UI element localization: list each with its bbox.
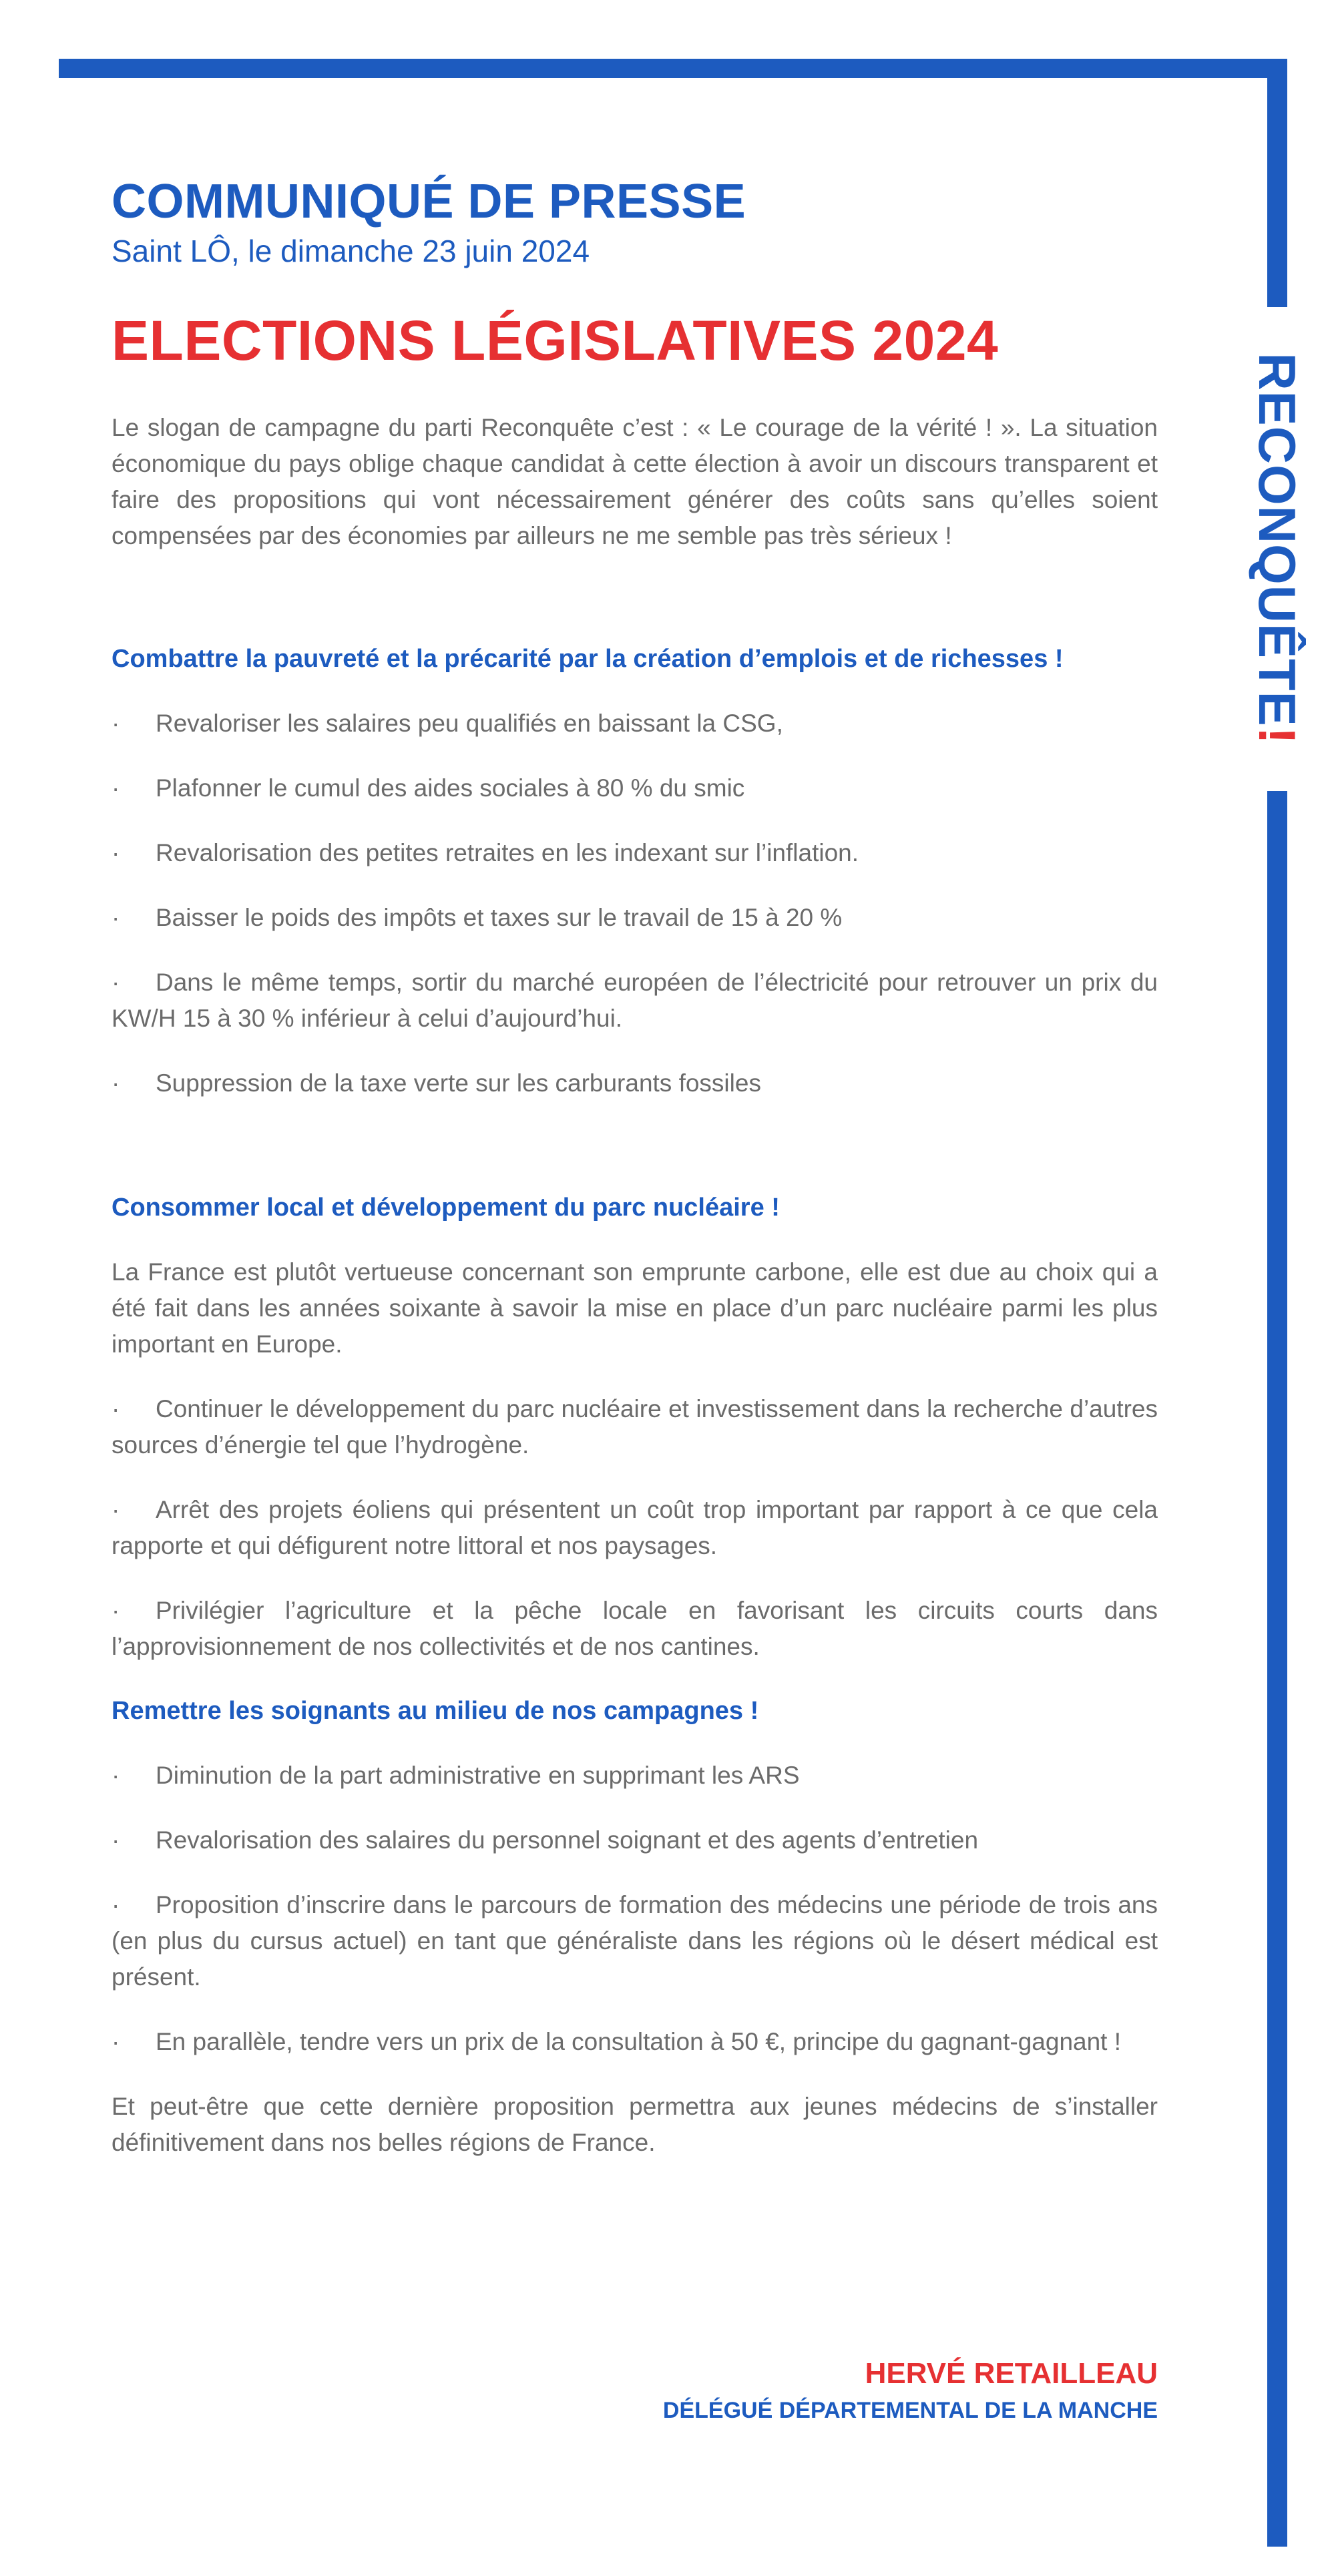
list-item: · Suppression de la taxe verte sur les carburants fossiles (112, 1065, 1158, 1101)
list-item: · Privilégier l’agriculture et la pêche locale en favorisant les circuits courts dans l’approvisionnement de nos collectivités et de nos cantines. (112, 1593, 1158, 1665)
bullet: · (112, 1762, 120, 1790)
frame-top-bar (59, 59, 1287, 78)
bullet: · (112, 1826, 120, 1854)
list-item: · Proposition d’inscrire dans le parcours de formation des médecins une période de trois ans (en plus du cursus actuel) en tant que généraliste dans les régions où le désert médical est présent. (112, 1887, 1158, 1995)
signature-block (663, 2356, 1158, 2424)
bullet: · (112, 774, 120, 802)
list-item: · En parallèle, tendre vers un prix de la consultation à 50 €, principe du gagnant-gagnant ! (112, 2024, 1158, 2060)
bullet: · (112, 1891, 120, 1919)
bullet: · (112, 2028, 120, 2056)
healthcare-list (112, 1758, 1158, 2060)
nuclear-paragraph: La France est plutôt vertueuse concernant son emprunte carbone, elle est due au choix qui a été fait dans les années soixante à savoir la mise en place d’un parc nucléaire parmi les plus important en Europe. (112, 1258, 1158, 1358)
section-title-poverty: Combattre la pauvreté et la précarité par la création d’emplois et de richesses ! (112, 645, 1064, 674)
frame-right-bar-lower (1267, 791, 1287, 2547)
section-title-nuclear: Consommer local et développement du parc nucléaire ! (112, 1194, 780, 1222)
closing-paragraph: Et peut-être que cette dernière proposition permettra aux jeunes médecins de s’installer définitivement dans nos belles régions de France. (112, 2093, 1158, 2157)
list-item: · Diminution de la part administrative en supprimant les ARS (112, 1758, 1158, 1794)
frame-right-bar-upper (1267, 59, 1287, 307)
list-item: · Arrêt des projets éoliens qui présentent un coût trop important par rapport à ce que cela rapporte et qui défigurent notre littoral et nos paysages. (112, 1492, 1158, 1564)
bullet: · (112, 710, 120, 738)
logo-word: RECONQUÊTE (1248, 352, 1307, 727)
press-release-body (112, 177, 1158, 2161)
list-item: · Revalorisation des petites retraites en les indexant sur l’inflation. (112, 835, 1158, 871)
section-title-healthcare: Remettre les soignants au milieu de nos campagnes ! (112, 1697, 759, 1726)
list-item: · Dans le même temps, sortir du marché européen de l’électricité pour retrouver un prix du KW/H 15 à 30 % inférieur à celui d’aujourd’hui. (112, 965, 1158, 1037)
list-item: · Revaloriser les salaires peu qualifiés en baissant la CSG, (112, 706, 1158, 742)
logo-exclamation: ! (1248, 726, 1307, 745)
signatory-name: HERVÉ RETAILLEAU (865, 2357, 1158, 2390)
list-item: · Revalorisation des salaires du personnel soignant et des agents d’entretien (112, 1822, 1158, 1858)
document-kicker: COMMUNIQUÉ DE PRESSE (112, 175, 746, 228)
list-item: · Baisser le poids des impôts et taxes sur le travail de 15 à 20 % (112, 900, 1158, 936)
bullet: · (112, 1496, 120, 1524)
intro-paragraph: Le slogan de campagne du parti Reconquête c’est : « Le courage de la vérité ! ». La situation économique du pays oblige chaque candidat à cette élection à avoir un discours transparent et faire des propositions qui vont nécessairement générer des coûts sans qu’elles soient compensées par des économies par ailleurs ne me semble pas très sérieux ! (112, 414, 1158, 550)
bullet: · (112, 1395, 120, 1423)
bullet: · (112, 839, 120, 867)
bullet: · (112, 969, 120, 997)
bullet: · (112, 904, 120, 932)
headline: ELECTIONS LÉGISLATIVES 2024 (112, 308, 999, 372)
dateline: Saint LÔ, le dimanche 23 juin 2024 (112, 233, 590, 268)
list-item: · Plafonner le cumul des aides sociales à 80 % du smic (112, 770, 1158, 806)
reconquete-logo (1248, 352, 1307, 745)
signatory-role: DÉLÉGUÉ DÉPARTEMENTAL DE LA MANCHE (662, 2397, 1158, 2423)
nuclear-list (112, 1391, 1158, 1665)
list-item: · Continuer le développement du parc nucléaire et investissement dans la recherche d’autres sources d’énergie tel que l’hydrogène. (112, 1391, 1158, 1463)
poverty-list (112, 706, 1158, 1101)
bullet: · (112, 1069, 120, 1097)
bullet: · (112, 1597, 120, 1625)
